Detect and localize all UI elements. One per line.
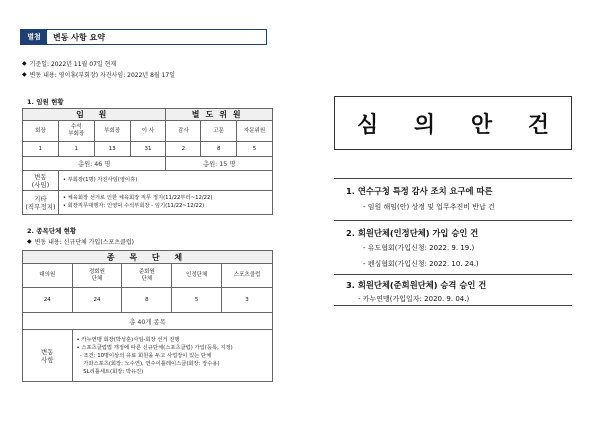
diamond-bullet-icon: ◆ — [22, 60, 27, 67]
table-cell: 2 — [166, 142, 201, 157]
col-header: 회장 — [23, 121, 59, 142]
table-cell: 1 — [58, 142, 94, 157]
agenda-subitem: - 임원 해임(안) 상정 및 업무추진비 반납 건 — [363, 203, 495, 211]
note-line: SL리틀세트(회장: 박유진) — [76, 368, 144, 375]
agenda-item-2: 2. 회원단체(인정단체) 가입 승인 건 — [346, 228, 479, 238]
section2-change-line — [27, 237, 134, 246]
table-cell: 31 — [130, 142, 166, 157]
officers-total: 총원: 46 명 — [23, 157, 166, 171]
committee-total: 총원: 15 명 — [166, 157, 273, 171]
note-line: • 회장직무대행자: 인영덕 수석부회장 - 임기(11/22~12/22) — [62, 202, 205, 209]
change-label: 변동 사항 — [23, 330, 73, 382]
other-notes — [58, 191, 272, 215]
table-cell: 5 — [172, 288, 222, 313]
col-header: 인정단체 — [172, 264, 222, 288]
section2-title: 2. 종목단체 현황 — [27, 227, 77, 235]
divider — [334, 220, 572, 221]
change-label: 변동 (사임) — [23, 171, 59, 191]
sports-band: 종 목 단 체 — [23, 251, 273, 264]
agenda-title: 심 의 안 건 — [357, 112, 563, 138]
col-header: 고문 — [201, 121, 237, 142]
diamond-bullet-icon: ◆ — [22, 71, 27, 78]
note-line: 가좌스포츠(회장: 노수연), 연수이틀레이스클(회장: 장수용) — [76, 360, 220, 367]
col-header: 스포츠클럽 — [222, 264, 273, 288]
table-cell: 8 — [122, 288, 172, 313]
agenda-item-3: 3. 회원단체(준회원단체) 승격 승인 건 — [346, 280, 487, 290]
col-header: 정회원 단체 — [72, 264, 122, 288]
col-header: 감사 — [166, 121, 201, 142]
change-text: • 부회장(1명) 자진사임(영이휴) — [58, 171, 272, 191]
table-cell: 5 — [237, 142, 273, 157]
note-line: - 조건: 10명이상의 유료 회원을 두고 사업장이 있는 단체 — [76, 352, 212, 359]
divider — [334, 305, 572, 306]
col-header: 이 사 — [130, 121, 166, 142]
col-header: 대의원 — [23, 264, 73, 288]
attachment-tag: 별첨 — [21, 30, 47, 44]
other-label: 기타 (직무정지) — [23, 191, 59, 215]
table-cell: 8 — [201, 142, 237, 157]
table-cell: 24 — [72, 288, 122, 313]
table-cell: 1 — [23, 142, 59, 157]
col-header: 부회장 — [94, 121, 130, 142]
sports-change-notes — [72, 330, 272, 382]
agenda-item-1: 1. 연수구청 특정 감사 조치 요구에 따른 — [346, 186, 493, 196]
agenda-subitem: - 카누연맹(가입일자: 2020. 9. 04.) — [358, 295, 470, 303]
committee-band: 별도위원 — [166, 109, 273, 121]
agenda-subitem: - 펜싱협회(가입신청: 2022. 10. 24.) — [363, 260, 479, 268]
base-date: 기준일: 2022년 11월 07일 현재 — [29, 61, 117, 68]
table-cell: 13 — [94, 142, 130, 157]
page-title: 변동 사항 요약 — [53, 32, 105, 42]
sports-total: 총 40개 종목 — [23, 313, 273, 330]
col-header: 준회원 단체 — [122, 264, 172, 288]
agenda-title-box — [334, 96, 572, 150]
table-cell: 3 — [222, 288, 273, 313]
col-header: 자문위원 — [237, 121, 273, 142]
divider — [334, 178, 572, 179]
change-note: 변동 내용: 영이휴(부회장) 자진사임: 2022년 8월 17일 — [29, 72, 176, 79]
officers-band: 임 원 — [23, 109, 166, 121]
note-line: • 체육회장 선거로 인한 체육회장 직무 정지(11/22부터~12/22) — [62, 195, 213, 201]
note-line: • 카누연맹 회장(박성훈)사임-회장 선거 진행 — [76, 336, 180, 343]
section1-title: 1. 임원 현황 — [27, 98, 64, 106]
col-header: 수석 부회장 — [58, 121, 94, 142]
section-header — [20, 29, 267, 45]
diamond-bullet-icon: ◆ — [27, 238, 32, 245]
change-line — [22, 70, 175, 79]
note-line: • 스포츠클럽법 개정에 따른 신규단체(스포츠클럽) 가입(등록, 지정) — [76, 344, 233, 351]
agenda-subitem: - 유도협회(가입신청: 2022. 9. 19.) — [363, 244, 475, 252]
base-date-line — [22, 59, 116, 68]
table-cell: 24 — [23, 288, 73, 313]
officer-table — [22, 108, 273, 215]
sports-group-table — [22, 250, 273, 382]
divider — [334, 274, 572, 275]
section2-change: 변동 내용: 신규단체 가입(스포츠클럽) — [34, 239, 134, 246]
